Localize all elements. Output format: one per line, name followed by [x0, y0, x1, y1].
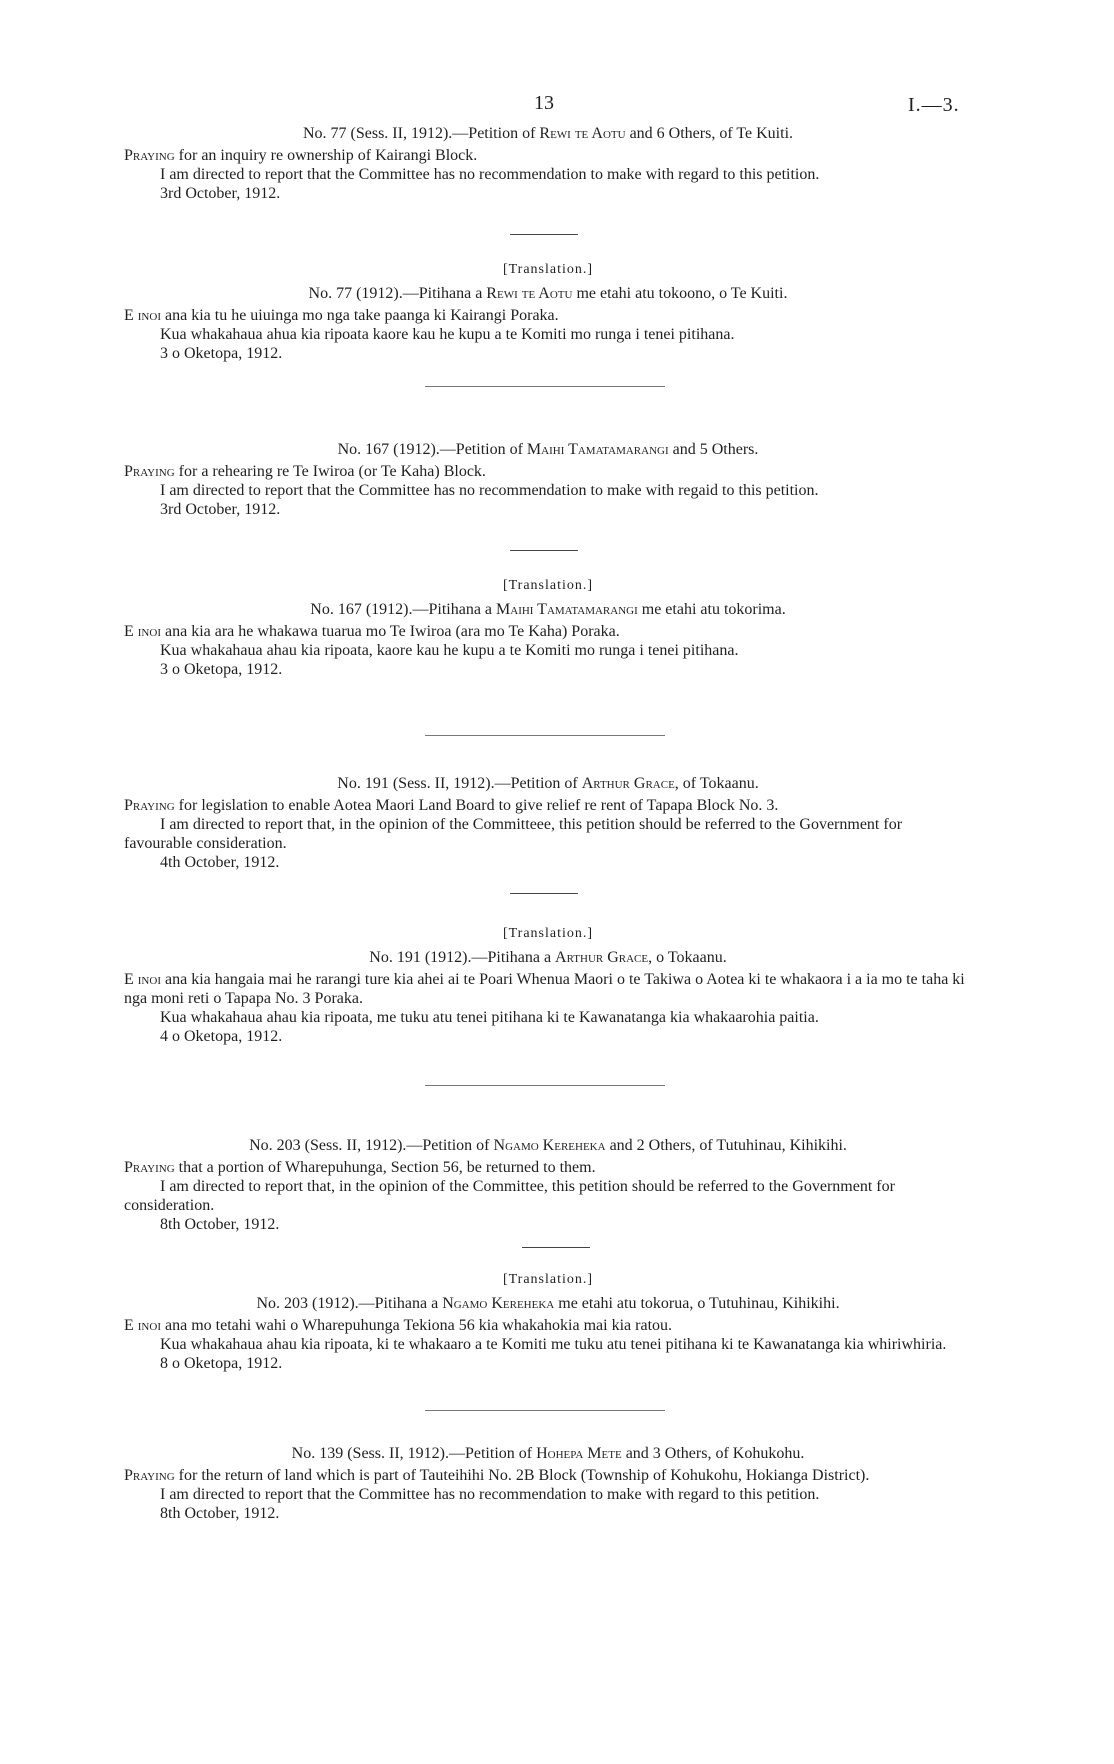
petition-divider [425, 386, 665, 387]
petition-title: No. 77 (1912).—Pitihana a Rewi te Aotu me etahi atu tokoono, o Te Kuiti. [308, 285, 788, 302]
petitioner-name: Hohepa Mete [536, 1445, 622, 1462]
petitioner-name: Ngamo Kereheka [442, 1295, 555, 1312]
petition-title: No. 77 (Sess. II, 1912).—Petition of Rewi te Aotu and 6 Others, of Te Kuiti. [302, 125, 794, 142]
petition-divider [425, 1085, 665, 1086]
report-date: 4 o Oketopa, 1912. [160, 1028, 283, 1045]
report-date: 3 o Oketopa, 1912. [160, 661, 283, 678]
translation-label: [Translation.] [502, 262, 594, 277]
petitioner-name: Rewi te Aotu [539, 125, 626, 142]
report-text: Kua whakahaua ahua kia ripoata kaore kau he kupu a te Komiti mo runga i tenei pitihana. [160, 326, 735, 343]
prayer-text: Praying for legislation to enable Aotea Maori Land Board to give relief re rent of Tapapa Block No. 3. [124, 797, 779, 814]
translation-label: [Translation.] [502, 926, 594, 941]
prayer-text: E inoi ana kia tu he uiuinga mo nga take paanga ki Kairangi Poraka. [124, 307, 559, 324]
translation-label: [Translation.] [502, 1272, 594, 1287]
document-reference: I.—3. [908, 94, 960, 116]
report-date: 4th October, 1912. [160, 854, 280, 871]
report-date: 8 o Oketopa, 1912. [160, 1355, 283, 1372]
section-divider [510, 550, 578, 551]
section-divider [522, 1247, 590, 1248]
petition-title: No. 191 (Sess. II, 1912).—Petition of Arthur Grace, of Tokaanu. [337, 775, 759, 792]
report-text: I am directed to report that the Committee has no recommendation to make with regaid to this petition. [160, 482, 819, 499]
report-date: 3rd October, 1912. [160, 501, 281, 518]
report-date: 8th October, 1912. [160, 1505, 280, 1522]
section-divider [510, 893, 578, 894]
report-text: Kua whakahaua ahau kia ripoata, ki te whakaaro a te Komiti me tuku atu tenei pitihana ki te Kawanatanga kia whiriwhiria. [160, 1336, 947, 1353]
petition-title: No. 167 (1912).—Petition of Maihi Tamatamarangi and 5 Others. [337, 441, 759, 458]
report-text: I am directed to report that the Committee has no recommendation to make with regard to this petition. [160, 1486, 820, 1503]
petition-title: No. 191 (1912).—Pitihana a Arthur Grace, o Tokaanu. [369, 949, 727, 966]
petitioner-name: Arthur Grace [555, 949, 649, 966]
petition-divider [425, 735, 665, 736]
petition-title: No. 167 (1912).—Pitihana a Maihi Tamatamarangi me etahi atu tokorima. [310, 601, 786, 618]
report-text: I am directed to report that, in the opinion of the Committeee, this petition should be referred to the Government for favourable consideration. [124, 816, 903, 852]
petition-title: No. 139 (Sess. II, 1912).—Petition of Hohepa Mete and 3 Others, of Kohukohu. [291, 1445, 805, 1462]
report-text: Kua whakahaua ahau kia ripoata, kaore kau he kupu a te Komiti mo runga i tenei pitihana. [160, 642, 739, 659]
prayer-text: Praying for an inquiry re ownership of Kairangi Block. [124, 147, 478, 164]
page-number: 13 [534, 92, 554, 114]
petition-section [124, 1136, 972, 1234]
report-date: 3 o Oketopa, 1912. [160, 345, 283, 362]
petition-title: No. 203 (Sess. II, 1912).—Petition of Ngamo Kereheka and 2 Others, of Tutuhinau, Kihikihi. [249, 1137, 847, 1154]
report-text: I am directed to report that the Committee has no recommendation to make with regard to this petition. [160, 166, 820, 183]
petition-section [124, 124, 972, 203]
translation-section [124, 924, 972, 1046]
prayer-text: Praying that a portion of Wharepuhunga, Section 56, be returned to them. [124, 1159, 596, 1176]
translation-section [124, 576, 972, 679]
translation-section [124, 1270, 972, 1373]
report-text: I am directed to report that, in the opinion of the Committee, this petition should be referred to the Government for consideration. [124, 1178, 895, 1214]
prayer-text: E inoi ana mo tetahi wahi o Wharepuhunga Tekiona 56 kia whakahokia mai kia ratou. [124, 1317, 673, 1334]
petitioner-name: Arthur Grace [581, 775, 675, 792]
report-text: Kua whakahaua ahau kia ripoata, me tuku atu tenei pitihana ki te Kawanatanga kia whakaarohia paitia. [160, 1009, 819, 1026]
translation-section [124, 260, 972, 363]
prayer-text: Praying for a rehearing re Te Iwiroa (or Te Kaha) Block. [124, 463, 486, 480]
prayer-text: E inoi ana kia ara he whakawa tuarua mo Te Iwiroa (ara mo Te Kaha) Poraka. [124, 623, 620, 640]
report-date: 3rd October, 1912. [160, 185, 281, 202]
petition-section [124, 440, 972, 519]
petition-divider [425, 1410, 665, 1411]
petition-section [124, 774, 972, 872]
petition-title: No. 203 (1912).—Pitihana a Ngamo Kereheka me etahi atu tokorua, o Tutuhinau, Kihikihi. [256, 1295, 840, 1312]
petitioner-name: Rewi te Aotu [486, 285, 573, 302]
prayer-text: Praying for the return of land which is part of Tauteihihi No. 2B Block (Township of Kohukohu, Hokianga District). [124, 1467, 870, 1484]
petitioner-name: Maihi Tamatamarangi [496, 601, 638, 618]
report-date: 8th October, 1912. [160, 1216, 280, 1233]
prayer-text: E inoi ana kia hangaia mai he rarangi ture kia ahei ai te Poari Whenua Maori o te Takiwa o Aotea ki te whakaora i a ia mo te taha ki nga moni reti o Tapapa No. 3 Poraka. [124, 971, 965, 1007]
petitioner-name: Maihi Tamatamarangi [526, 441, 669, 458]
petition-section [124, 1444, 972, 1523]
petitioner-name: Ngamo Kereheka [493, 1137, 606, 1154]
translation-label: [Translation.] [502, 578, 594, 593]
section-divider [510, 234, 578, 235]
